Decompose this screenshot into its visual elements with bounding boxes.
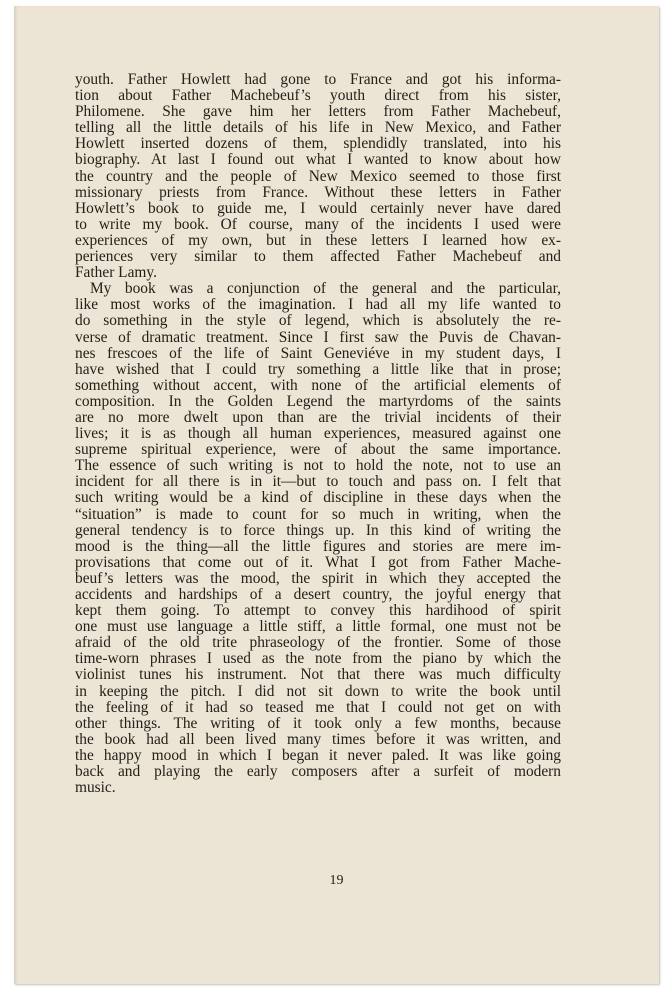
text-line: My book was a conjunction of the general and the particular, (90, 280, 561, 298)
text-line: composition. In the Golden Legend the martyrdoms of the saints (75, 392, 561, 410)
text-line: nes frescoes of the life of Saint Geneviéve in my student days, I (75, 344, 561, 362)
text-line: one must use language a little stiff, a little formal, one must not be (75, 618, 561, 636)
text-line: missionary priests from France. Without these letters in Father (75, 183, 561, 201)
text-line: back and playing the early composers after a surfeit of modern (75, 763, 561, 781)
text-line: the happy mood in which I began it never paled. It was like going (75, 746, 561, 764)
paragraph (75, 281, 561, 796)
text-line: lives; it is as though all human experiences, measured against one (75, 425, 561, 443)
text-line: do something in the style of legend, which is absolutely the re- (75, 312, 561, 330)
text-line: time-worn phrases I used as the note from the piano by which the (75, 650, 561, 668)
text-line: have wished that I could try something a little like that in prose; (75, 360, 561, 378)
text-line: like most works of the imagination. I had all my life wanted to (75, 296, 561, 314)
paragraph (75, 72, 561, 281)
text-line: general tendency is to force things up. In this kind of writing the (75, 521, 561, 539)
text-line: biography. At last I found out what I wanted to know about how (75, 151, 561, 169)
text-line: other things. The writing of it took only a few months, because (75, 714, 561, 732)
text-line: verse of dramatic treatment. Since I first saw the Puvis de Chavan- (75, 328, 561, 346)
text-line: telling all the little details of his life in New Mexico, and Father (75, 119, 561, 137)
text-line: the book had all been lived many times before it was written, and (75, 730, 561, 748)
text-line: accidents and hardships of a desert country, the joyful energy that (75, 586, 561, 603)
text-line: the country and the people of New Mexico seemed to those first (75, 167, 561, 185)
text-line: something without accent, with none of the artificial elements of (75, 376, 561, 394)
text-line: The essence of such writing is not to hold the note, not to use an (75, 457, 561, 475)
page-number: 19 (329, 873, 344, 888)
text-line: supreme spiritual experience, were of about the same importance. (75, 441, 561, 459)
text-line: in keeping the pitch. I did not sit down to write the book until (75, 682, 561, 700)
text-line: provisations that come out of it. What I got from Father Mache- (75, 553, 561, 571)
text-line: youth. Father Howlett had gone to France and got his informa- (75, 71, 561, 88)
text-line: mood is the thing—all the little figures and stories are mere im- (75, 537, 561, 555)
text-line: Howlett’s book to guide me, I would certainly never have dared (75, 199, 561, 217)
text-line: music. (75, 779, 116, 797)
body-text (75, 72, 561, 796)
text-line: incident for all there is in it—but to touch and pass on. I felt that (75, 473, 561, 491)
text-line: experiences of my own, but in these letters I learned how ex- (75, 231, 561, 249)
text-line: are no more dwelt upon than are the trivial incidents of their (75, 408, 561, 426)
document-page (14, 6, 659, 984)
text-line: violinist tunes his instrument. Not that there was much difficulty (75, 666, 561, 684)
text-line: “situation” is made to count for so much in writing, when the (75, 505, 561, 523)
text-line: Philomene. She gave him her letters from Father Machebeuf, (75, 103, 561, 121)
text-line: Howlett inserted dozens of them, splendidly translated, into his (75, 135, 561, 153)
text-line: afraid of the old trite phraseology of the frontier. Some of those (75, 634, 561, 652)
text-line: beuf’s letters was the mood, the spirit in which they accepted the (75, 569, 561, 587)
text-line: Father Lamy. (75, 264, 157, 282)
text-line: such writing would be a kind of discipline in these days when the (75, 489, 561, 507)
text-line: tion about Father Machebeuf’s youth direct from his sister, (75, 87, 561, 105)
text-line: to write my book. Of course, many of the incidents I used were (75, 215, 561, 233)
text-line: kept them going. To attempt to convey this hardihood of spirit (75, 602, 561, 620)
text-line: periences very similar to them affected Father Machebeuf and (75, 248, 561, 266)
text-line: the feeling of it had so teased me that I could not get on with (75, 698, 561, 716)
